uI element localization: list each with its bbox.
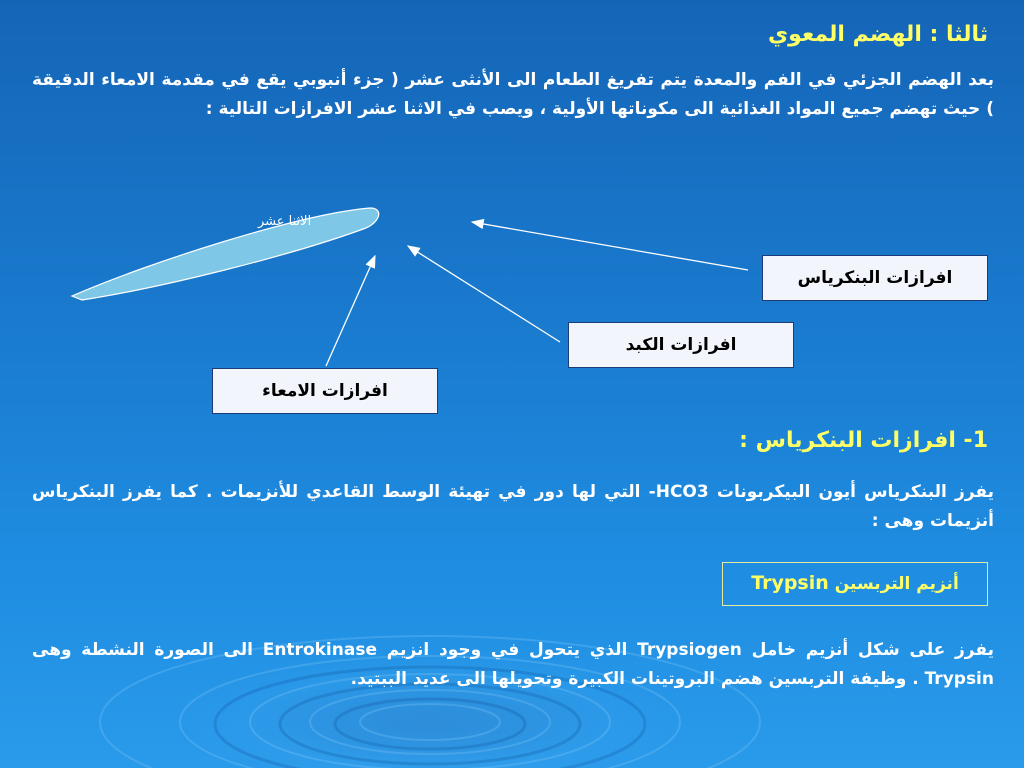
intestine-secretions-box: افرازات الامعاء bbox=[212, 368, 438, 414]
arrow-pancreas bbox=[472, 222, 748, 270]
intro-paragraph: بعد الهضم الجزئي في الفم والمعدة يتم تفريغ الطعام الى الأنثى عشر ( جزء أنبوبي يقع في مقدمة الامعاء الدقيقة ) حيث تهضم جميع المواد الغذائية الى مكوناتها الأولية ، ويصب في الاثنا عشر الافرازات التالية : bbox=[32, 70, 994, 119]
liver-secretions-box: افرازات الكبد bbox=[568, 322, 794, 368]
trypsin-text-d: . وظيفة التربسين هضم البروتينات الكبيرة وتحويلها الى عديد الببتيد. bbox=[350, 669, 919, 689]
arrow-liver bbox=[408, 246, 560, 342]
pancreas-secretions-box: افرازات البنكرياس bbox=[762, 255, 988, 301]
trypsin-term: Trypsin bbox=[924, 669, 994, 689]
pancreas-text-a: يفرز البنكرياس أيون البيكربونات bbox=[716, 482, 995, 502]
section-heading-pancreas: 1- افرازات البنكرياس : bbox=[739, 428, 988, 453]
trypsin-text-b: الذي يتحول في وجود انزيم bbox=[386, 640, 628, 660]
trypsiogen-term: Trypsiogen bbox=[637, 640, 742, 660]
trypsin-text-a: يفرز على شكل أنزيم خامل bbox=[751, 640, 994, 660]
hco3-term: -HCO3 bbox=[648, 482, 709, 502]
pancreas-paragraph bbox=[32, 478, 994, 536]
trypsin-english: Trypsin bbox=[751, 572, 829, 594]
slide-title: ثالثا : الهضم المعوي bbox=[768, 22, 988, 47]
trypsin-text-c: الى الصورة النشطة وهى bbox=[32, 640, 253, 660]
trypsin-arabic: أنزيم التربسين bbox=[834, 574, 959, 594]
entrokinase-term: Entrokinase bbox=[262, 640, 377, 660]
duodenum-label: الاثنا عشر bbox=[258, 214, 312, 229]
trypsin-box bbox=[722, 562, 988, 606]
trypsin-paragraph bbox=[32, 636, 994, 694]
duodenum-shape bbox=[72, 208, 379, 300]
arrow-intestine bbox=[326, 256, 375, 366]
pancreas-text-b: التي لها دور في تهيئة الوسط القاعدي للأنزيمات . كما يفرز البنكرياس أنزيمات وهى : bbox=[32, 482, 994, 531]
